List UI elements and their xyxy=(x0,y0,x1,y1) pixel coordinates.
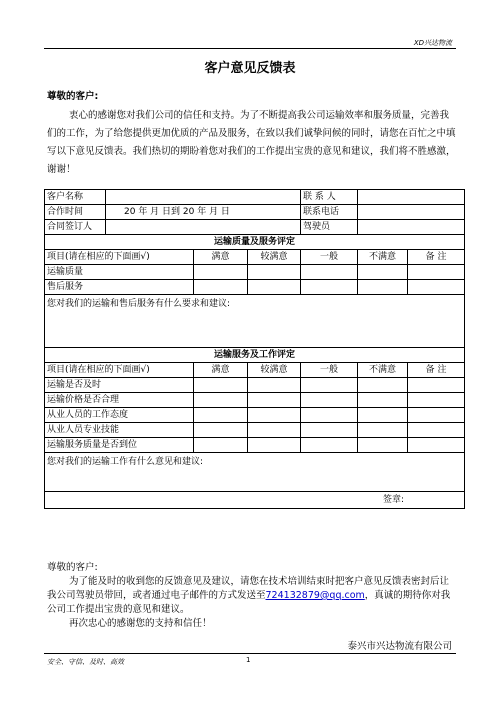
rating-cell[interactable] xyxy=(358,280,408,295)
rating-cell[interactable] xyxy=(301,280,358,295)
info-row-signer xyxy=(45,220,465,235)
rating-cell[interactable] xyxy=(358,393,408,408)
rating-cell[interactable] xyxy=(248,408,301,423)
rating-cell[interactable] xyxy=(248,265,301,280)
section2-question: 您对我们的运输工作有什么意见和建议: xyxy=(47,457,204,467)
rating-cell[interactable] xyxy=(194,393,248,408)
rating-cell[interactable] xyxy=(301,393,358,408)
rating-cell[interactable] xyxy=(248,393,301,408)
table-row xyxy=(45,265,465,280)
section2-header-row xyxy=(45,363,465,378)
rating-cell[interactable] xyxy=(248,423,301,438)
signature-label: 签章: xyxy=(382,495,405,505)
section1-header-average: 一般 xyxy=(301,250,358,265)
section1-header-satisfied: 满意 xyxy=(194,250,248,265)
section1-header-item: 项目(请在相应的下面画√) xyxy=(45,250,194,265)
rating-cell[interactable] xyxy=(301,378,358,393)
coop-date-range[interactable]: 20 年 月 日到 20 年 月 日 xyxy=(106,205,301,220)
section1-header-row xyxy=(45,250,465,265)
signer-field[interactable] xyxy=(106,220,301,235)
section1-question: 您对我们的运输和售后服务有什么要求和建议: xyxy=(47,299,231,309)
table-row xyxy=(45,408,465,423)
rating-cell[interactable] xyxy=(194,423,248,438)
customer-name-field[interactable] xyxy=(106,190,301,205)
greeting: 尊敬的客户: xyxy=(47,91,99,102)
closing-section xyxy=(47,561,457,631)
rating-cell[interactable] xyxy=(358,378,408,393)
page-title: 客户意见反馈表 xyxy=(204,61,296,76)
info-row-customer xyxy=(45,190,465,205)
rating-cell[interactable] xyxy=(248,280,301,295)
section2-header-remarks: 备 注 xyxy=(408,363,465,378)
intro-paragraph: 衷心的感谢您对我们公司的信任和支持。为了不断提高我公司运输效率和服务质量，完善我们的工作，为了给您提供更加优质的产品及服务，在致以我们诚挚问候的同时，请您在百忙之中填写以下意见反馈表。我们热切的期盼着您对我们的工作提出宝贵的意见和建议，我们将不胜感激，谢谢！ xyxy=(47,110,456,175)
feedback-form-table xyxy=(44,189,465,509)
section1-row-label: 售后服务 xyxy=(45,280,194,295)
rating-cell[interactable] xyxy=(358,423,408,438)
table-row xyxy=(45,438,465,453)
section2-header-fairly: 较满意 xyxy=(248,363,301,378)
rating-cell[interactable] xyxy=(248,438,301,453)
rating-cell[interactable] xyxy=(248,378,301,393)
closing-body xyxy=(47,575,457,617)
section2-row-label: 从业人员的工作态度 xyxy=(45,408,194,423)
section2-row-label: 运输价格是否合理 xyxy=(45,393,194,408)
rating-cell[interactable] xyxy=(301,408,358,423)
closing-greeting: 尊敬的客户: xyxy=(47,562,98,573)
footer-divider xyxy=(44,653,456,654)
section2-header-item: 项目(请在相应的下面画√) xyxy=(45,363,194,378)
signer-label: 合同签订人 xyxy=(45,220,106,235)
rating-cell[interactable] xyxy=(358,408,408,423)
section2-header-average: 一般 xyxy=(301,363,358,378)
table-row xyxy=(45,280,465,295)
section2-header-unsatisfied: 不满意 xyxy=(358,363,408,378)
rating-cell[interactable] xyxy=(194,280,248,295)
contact-field[interactable] xyxy=(358,190,465,205)
section1-header-remarks: 备 注 xyxy=(408,250,465,265)
closing-body-post: ，真诚的期待你对我公司工作提出宝贵的意见和建议。 xyxy=(47,590,451,615)
signature-cell[interactable] xyxy=(45,492,465,509)
header-divider xyxy=(44,48,456,49)
phone-field[interactable] xyxy=(358,205,465,220)
section2-title: 运输服务及工作评定 xyxy=(45,348,465,363)
section1-title: 运输质量及服务评定 xyxy=(45,235,465,250)
driver-label: 驾驶员 xyxy=(301,220,358,235)
company-name: 泰兴市兴达物流有限公司 xyxy=(347,641,452,652)
rating-cell[interactable] xyxy=(358,265,408,280)
remarks-cell[interactable] xyxy=(408,423,465,438)
section2-suggestion-box[interactable] xyxy=(45,453,465,492)
remarks-cell[interactable] xyxy=(408,378,465,393)
section1-suggestion-box[interactable] xyxy=(45,295,465,348)
info-row-coop xyxy=(45,205,465,220)
rating-cell[interactable] xyxy=(301,265,358,280)
rating-cell[interactable] xyxy=(194,438,248,453)
closing-thanks: 再次忠心的感谢您的支持和信任！ xyxy=(69,618,212,629)
rating-cell[interactable] xyxy=(301,423,358,438)
rating-cell[interactable] xyxy=(194,378,248,393)
customer-name-label: 客户名称 xyxy=(45,190,106,205)
section2-row-label: 运输是否及时 xyxy=(45,378,194,393)
phone-label: 联系电话 xyxy=(301,205,358,220)
section2-header-satisfied: 满意 xyxy=(194,363,248,378)
rating-cell[interactable] xyxy=(358,438,408,453)
section2-row-label: 从业人员专业技能 xyxy=(45,423,194,438)
driver-field[interactable] xyxy=(358,220,465,235)
table-row xyxy=(45,423,465,438)
closing-body-pre: 为了能及时的收到您的反馈意见及建议，请您在技术培训结束时把客户意见反馈表密封后让我公司驾驶员带回，或者通过电子邮件的方式发送至 xyxy=(47,576,450,601)
remarks-cell[interactable] xyxy=(408,265,465,280)
rating-cell[interactable] xyxy=(194,265,248,280)
remarks-cell[interactable] xyxy=(408,408,465,423)
section1-header-fairly: 较满意 xyxy=(248,250,301,265)
rating-cell[interactable] xyxy=(194,408,248,423)
table-row xyxy=(45,378,465,393)
rating-cell[interactable] xyxy=(301,438,358,453)
remarks-cell[interactable] xyxy=(408,280,465,295)
table-row xyxy=(45,393,465,408)
section1-header-unsatisfied: 不满意 xyxy=(358,250,408,265)
section1-row-label: 运输质量 xyxy=(45,265,194,280)
page-number: 1 xyxy=(246,656,251,664)
email-link[interactable]: 724132879@qq.com xyxy=(265,590,365,601)
header-company: XD兴达物流 xyxy=(413,39,452,47)
remarks-cell[interactable] xyxy=(408,438,465,453)
section2-row-label: 运输服务质量是否到位 xyxy=(45,438,194,453)
footer-slogan: 安全、守信、及时、高效 xyxy=(47,658,124,666)
contact-label: 联 系 人 xyxy=(301,190,358,205)
remarks-cell[interactable] xyxy=(408,393,465,408)
coop-time-label: 合作时间 xyxy=(45,205,106,220)
